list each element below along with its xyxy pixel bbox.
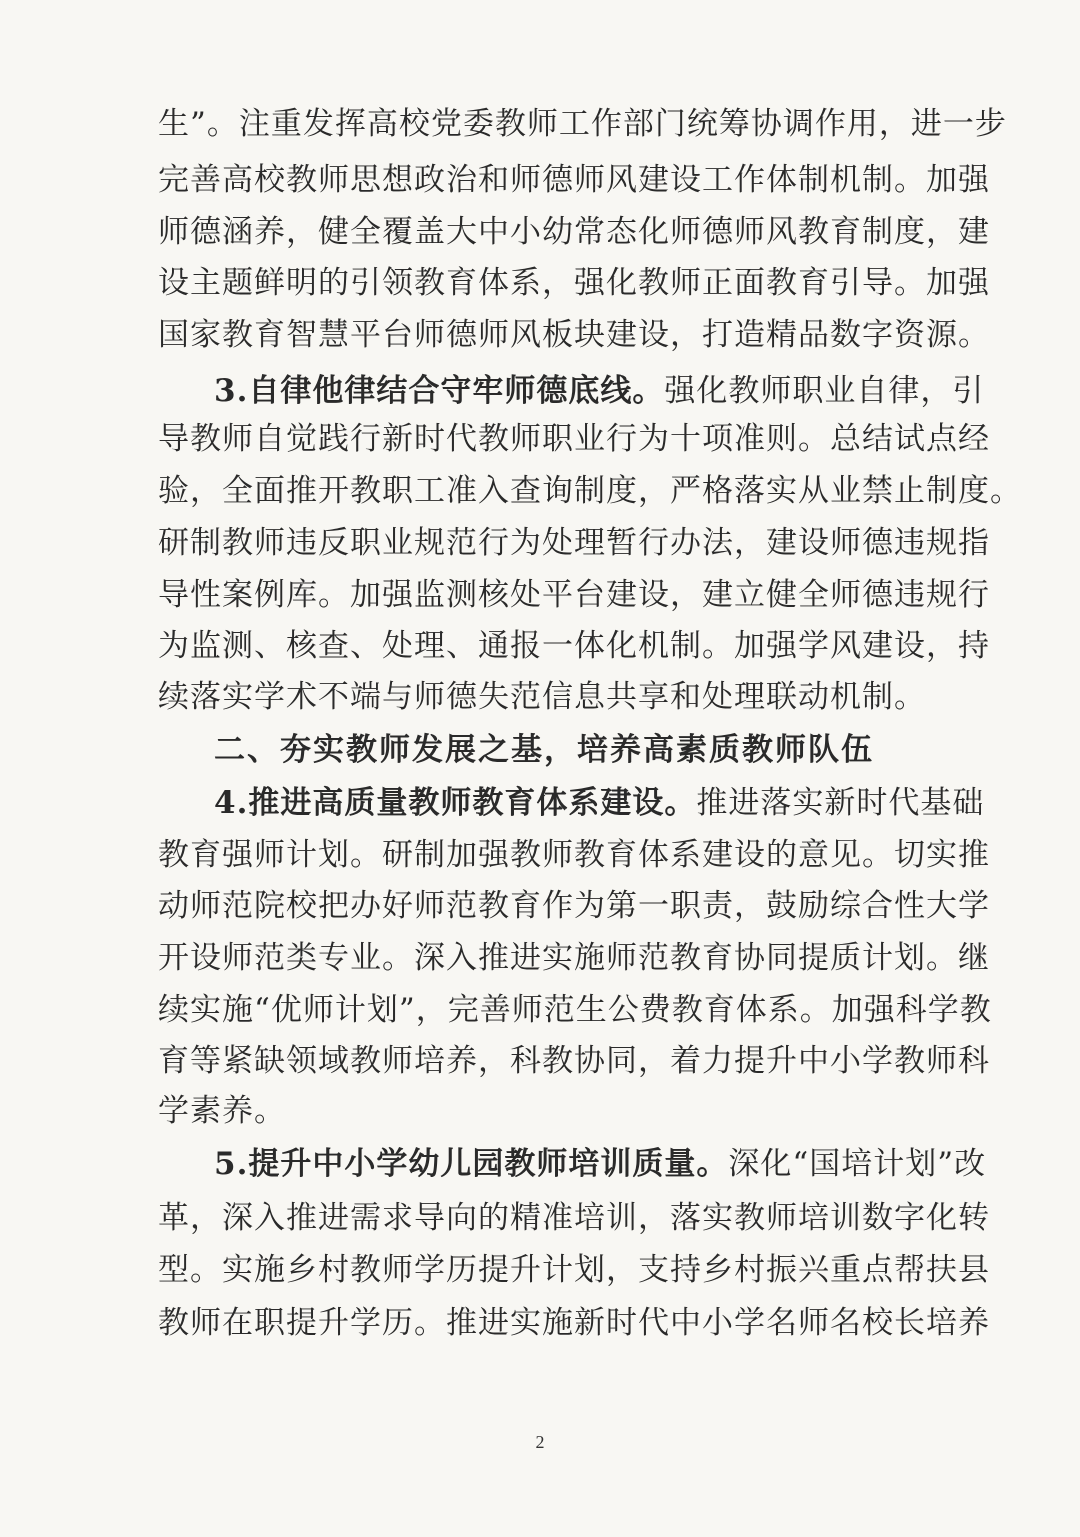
- line-text: 导性案例库。加强监测核处平台建设，建立健全师德违规行: [158, 577, 990, 613]
- line-text: 动师范院校把办好师范教育作为第一职责，鼓励综合性大学: [158, 888, 990, 924]
- line-text: 教师在职提升学历。推进实施新时代中小学名师名校长培养: [158, 1305, 990, 1341]
- paragraph-line: [158, 1194, 990, 1242]
- paragraph-line: [158, 673, 928, 721]
- paragraph-line: [158, 100, 1007, 148]
- item-heading-line: [214, 367, 985, 415]
- line-text: 开设师范类专业。深入推进实施师范教育协同提质计划。继: [158, 940, 990, 976]
- item-text: 强化教师职业自律，引: [664, 373, 985, 409]
- line-text: 革，深入推进需求导向的精准培训，落实教师培训数字化转: [158, 1200, 990, 1236]
- paragraph-line: [158, 311, 990, 359]
- line-text: 完善高校教师思想政治和师德师风建设工作体制机制。加强: [158, 162, 990, 198]
- paragraph-line: [158, 208, 990, 256]
- line-text: 续实施“优师计划”，完善师范生公费教育体系。加强科学教: [158, 992, 992, 1028]
- line-text: 型。实施乡村教师学历提升计划，支持乡村振兴重点帮扶县: [158, 1252, 990, 1288]
- paragraph-line: [158, 259, 990, 307]
- line-text: 为监测、核查、处理、通报一体化机制。加强学风建设，持: [158, 628, 990, 664]
- paragraph-line: [158, 571, 990, 619]
- paragraph-line: [158, 1087, 928, 1135]
- section-heading: 二、夯实教师发展之基，培养高素质教师队伍: [214, 732, 874, 768]
- line-text: 生”。注重发挥高校党委教师工作部门统筹协调作用，进一步: [158, 106, 1007, 142]
- paragraph-line: [158, 1299, 990, 1347]
- line-text: 导教师自觉践行新时代教师职业行为十项准则。总结试点经: [158, 421, 990, 457]
- paragraph-line: [158, 882, 990, 930]
- line-text: 育等紧缺领域教师培养，科教协同，着力提升中小学教师科: [158, 1043, 990, 1079]
- paragraph-line: [158, 831, 990, 879]
- line-text: 师德涵养，健全覆盖大中小幼常态化师德师风教育制度，建: [158, 214, 990, 250]
- line-text: 设主题鲜明的引领教育体系，强化教师正面教育引导。加强: [158, 265, 990, 301]
- page-number: 2: [535, 1432, 545, 1452]
- line-text: 国家教育智慧平台师德师风板块建设，打造精品数字资源。: [158, 317, 990, 353]
- item-heading-line: [214, 779, 985, 827]
- paragraph-line: [158, 1037, 990, 1085]
- line-text: 教育强师计划。研制加强教师教育体系建设的意见。切实推: [158, 837, 990, 873]
- line-text: 验，全面推开教职工准入查询制度，严格落实从业禁止制度。: [158, 473, 1022, 509]
- paragraph-line: [158, 986, 992, 1034]
- line-text: 学素养。: [158, 1093, 286, 1129]
- paragraph-line: [158, 934, 990, 982]
- paragraph-line: [158, 467, 1022, 515]
- item-title: 5.提升中小学幼儿园教师培训质量。: [214, 1146, 729, 1182]
- paragraph-line: [158, 415, 990, 463]
- item-title: 4.推进高质量教师教育体系建设。: [214, 785, 697, 821]
- line-text: 续落实学术不端与师德失范信息共享和处理联动机制。: [158, 679, 926, 715]
- line-text: 研制教师违反职业规范行为处理暂行办法，建设师德违规指: [158, 525, 990, 561]
- item-text: 深化“国培计划”改: [728, 1146, 987, 1182]
- paragraph-line: [158, 1246, 990, 1294]
- item-title: 3.自律他律结合守牢师德底线。: [214, 373, 665, 409]
- item-text: 推进落实新时代基础: [696, 785, 985, 821]
- paragraph-line: [158, 156, 990, 204]
- item-heading-line: [214, 1140, 987, 1188]
- paragraph-line: [158, 519, 990, 567]
- paragraph-line: [158, 622, 990, 670]
